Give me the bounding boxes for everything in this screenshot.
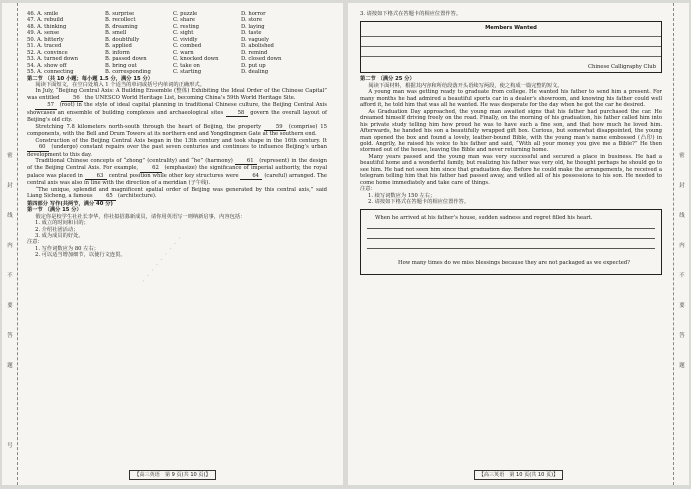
passage-paragraph: 57 (root) in the style of ideal capital planning in traditional Chinese culture, the Beijing Central Axis showcases an ensemble of building complexes and archaeological sites 58 govern the overall layout of Beijing’s old city. bbox=[27, 102, 328, 124]
instruction: 3. 请按如下格式在答题卡的相应位置作答。 bbox=[360, 11, 462, 17]
gutter-char: 密 bbox=[679, 153, 685, 159]
writing-line bbox=[361, 46, 661, 47]
blank-63: 63 bbox=[85, 173, 107, 180]
passage-paragraph: Construction of the Beijing Central Axis began in the 13th century and took shape in the 16th century. It 60 (undergo) constant repairs over the past seven centuries and continues to influence Beijing’s urban development to this day. bbox=[27, 137, 327, 158]
gutter-char: 线 bbox=[679, 213, 685, 219]
note-title: 注意： bbox=[360, 186, 376, 193]
gutter-char: 要 bbox=[7, 303, 13, 309]
blank-61: 61 bbox=[235, 158, 257, 165]
instruction: 阅读下面短文，在空白处填入 1 个适当的单词或括号内单词的正确形式。 bbox=[35, 81, 205, 88]
gutter-char: 封 bbox=[7, 183, 13, 189]
option-row: 46. A. smile B. surprise C. puzzle D. horror bbox=[27, 11, 266, 17]
option-row: 52. A. convince B. inform C. warn D. remind bbox=[27, 49, 268, 56]
notes bbox=[27, 246, 327, 259]
writing-line bbox=[367, 248, 655, 249]
gutter-char: 内 bbox=[679, 243, 685, 249]
note-title: 注意： bbox=[27, 239, 43, 246]
blank-58: 58 bbox=[226, 110, 248, 117]
instruction: 阅读下面材料，根据其内容和所给段落开头语续写两段，使之构成一篇完整的短文。 bbox=[368, 82, 563, 89]
option-row: 51. A. traced B. applied C. combed D. abolished bbox=[27, 43, 274, 50]
blank-59: 59 bbox=[264, 124, 286, 131]
option-row: 50. A. bitterly B. doubtfully C. vividly D. vaguely bbox=[27, 36, 269, 43]
notice-answer-box bbox=[360, 21, 662, 73]
gutter-char: 答 bbox=[7, 333, 13, 339]
left-content bbox=[27, 11, 327, 259]
story-paragraph: A young man was getting ready to graduate from college. He wanted his father to send him a present. For many months he had admired a beautiful sports car in a dealer’s showroom, and knowing his father could well afford it, he told him that was all he wanted. He was desperate for the day when he got the car he desired. bbox=[360, 89, 662, 109]
seal-line-gutter bbox=[2, 3, 18, 485]
exam-page-left bbox=[2, 3, 343, 485]
writing-line bbox=[367, 238, 655, 239]
gutter-char: 要 bbox=[679, 303, 685, 309]
section-heading: 第一节 （满分 15 分） bbox=[27, 207, 82, 214]
exam-page-right bbox=[348, 3, 689, 485]
notice-title: Members Wanted bbox=[485, 25, 537, 32]
option-row: 54. A. show off B. bring out C. take on D. put up bbox=[27, 62, 266, 69]
gutter-char: 号 bbox=[7, 443, 13, 449]
writing-line bbox=[367, 228, 655, 229]
blank-64: 64 bbox=[240, 173, 262, 180]
gutter-char: 题 bbox=[679, 363, 685, 369]
gutter-char: 封 bbox=[679, 183, 685, 189]
section-heading: 第二节 （满分 25 分） bbox=[360, 76, 415, 83]
gutter-char: 密 bbox=[7, 153, 13, 159]
task-point: 2. 介绍社团活动； bbox=[35, 226, 79, 233]
option-row: 48. A. thinking B. dreaming C. resting D. laying bbox=[27, 23, 265, 30]
gutter-char: 不 bbox=[7, 273, 13, 279]
task-points bbox=[27, 220, 327, 239]
task-point: 1. 成立的时间和目的； bbox=[35, 220, 89, 227]
gutter-char: 线 bbox=[7, 213, 13, 219]
notes bbox=[360, 193, 662, 206]
blank-62: 62 bbox=[140, 165, 162, 172]
note-item: 2. 请按如下格式在答题卡的相应位置作答。 bbox=[368, 199, 470, 206]
passage-paragraph: Traditional Chinese concepts of “zhong” (centrality) and “he” (harmony) 61 (represent) in the design of the Beijing Central Axis. For example, 62 (emphasize) the significance of imperial authority, the royal palace was placed in 63 central position while other key structures were 64 (careful) arranged. The central axis was also in line with the direction of a meridian (子午线). bbox=[27, 157, 328, 187]
task-prompt: 假定你是校学生社社长李华，你社拟招募新成员，请你用英语写一则纳新启事，内容包括： bbox=[35, 213, 246, 220]
note-item: 1. 写作词数应为 80 左右； bbox=[35, 245, 99, 252]
option-row: 49. A. sense B. smell C. sight D. taste bbox=[27, 30, 262, 37]
page-footer: 【高三英语 第 9 页(共 10 页)】 bbox=[2, 471, 343, 478]
notice-signature: Chinese Calligraphy Club bbox=[587, 64, 656, 70]
part-heading: 第四部分 写作(共两节，满分 40 分) bbox=[27, 200, 113, 207]
note-item: 2. 可以适当增加细节，以使行文连贯。 bbox=[35, 252, 126, 259]
options-table bbox=[27, 11, 327, 76]
right-content bbox=[360, 11, 662, 275]
story-paragraph: As Graduation Day approached, the young man awaited signs that his father had purchased the car. He dreamed himself driving freely on the road. Finally, on the morning of his graduation, his father called him into his private study telling him how proud he was to have such a fine son, and that how much he loved him. Afterwards, he handed his son a beautifully wrapped gift box. Curious, but somewhat disappointed, the young man opened the box and found a lovely, leather-bound Bible, with the young man’s name embossed (凸印) in gold. Angrily, he raised his voice to his father and said, “With all your money you give me a Bible?” He then stormed out of the house, leaving the Bible and never returning home. bbox=[360, 108, 662, 154]
story-paragraph: Many years passed and the young man was very successful and secured a place in business. He had a beautiful home and a wonderful family, but realizing his father was very old, he thought perhaps he should go to see him. He had not seen him since that graduation day. Before he could make the arrangements, he received a telegram telling him that his father had passed away, and willed all of his possessions to his son. He needed to come home immediately and take care of things. bbox=[360, 153, 662, 186]
page-footer: 【高三英语 第 10 页(共 10 页)】 bbox=[348, 471, 689, 478]
blank-57: 57 bbox=[35, 102, 57, 109]
continuation-answer-box bbox=[360, 209, 662, 275]
passage-paragraph: In July, “Beijing Central Axis: A Building Ensemble (整体) Exhibiting the Ideal Order of the Chinese Capital” was entitled 56 the UNESCO World Heritage List, becoming China’s 59th World Heritage Site. bbox=[27, 88, 327, 101]
option-row: 47. A. rebuild B. recollect C. share D. store bbox=[27, 17, 262, 24]
passage-paragraph: “The unique, splendid and magnificent spatial order of Beijing was generated by this central axis,” said Liang Sicheng, a famous 65 (architecture). bbox=[27, 186, 327, 200]
section-heading: 第二节 （共 10 小题；每小题 1.5 分，满分 15 分） bbox=[27, 75, 153, 82]
option-row: 55. A. connecting B. corresponding C. starting D. dealing bbox=[27, 69, 269, 76]
blank-65: 65 bbox=[94, 193, 116, 200]
option-row: 53. A. turned down B. passed down C. knocked down D. closed down bbox=[27, 56, 282, 63]
gutter-char: 内 bbox=[7, 243, 13, 249]
watermark: · · · · · · · · · bbox=[137, 232, 186, 287]
blank-56: 56 bbox=[61, 95, 83, 102]
gutter-char: 题 bbox=[7, 363, 13, 369]
paragraph-starter-1: When he arrived at his father’s house, sudden sadness and regret filled his heart. bbox=[375, 214, 593, 221]
gutter-char: 答 bbox=[679, 333, 685, 339]
note-item: 1. 续写词数应为 150 左右； bbox=[368, 192, 436, 199]
writing-line bbox=[361, 56, 661, 57]
paragraph-starter-2: How many times do we miss blessings because they are not packaged as we expected? bbox=[398, 260, 630, 267]
gutter-char: 不 bbox=[679, 273, 685, 279]
passage-paragraph: Stretching 7.8 kilometers north-south through the heart of Beijing, the property 59 (comprise) 15 components, with the Bell and Drum Towers at its northern end and Yongdingmen Gate at the southern end. bbox=[27, 123, 327, 138]
writing-line bbox=[361, 36, 661, 37]
seal-line-gutter bbox=[673, 3, 689, 485]
task-point: 3. 成为成员的好处。 bbox=[35, 232, 84, 239]
blank-60: 60 bbox=[27, 144, 49, 151]
